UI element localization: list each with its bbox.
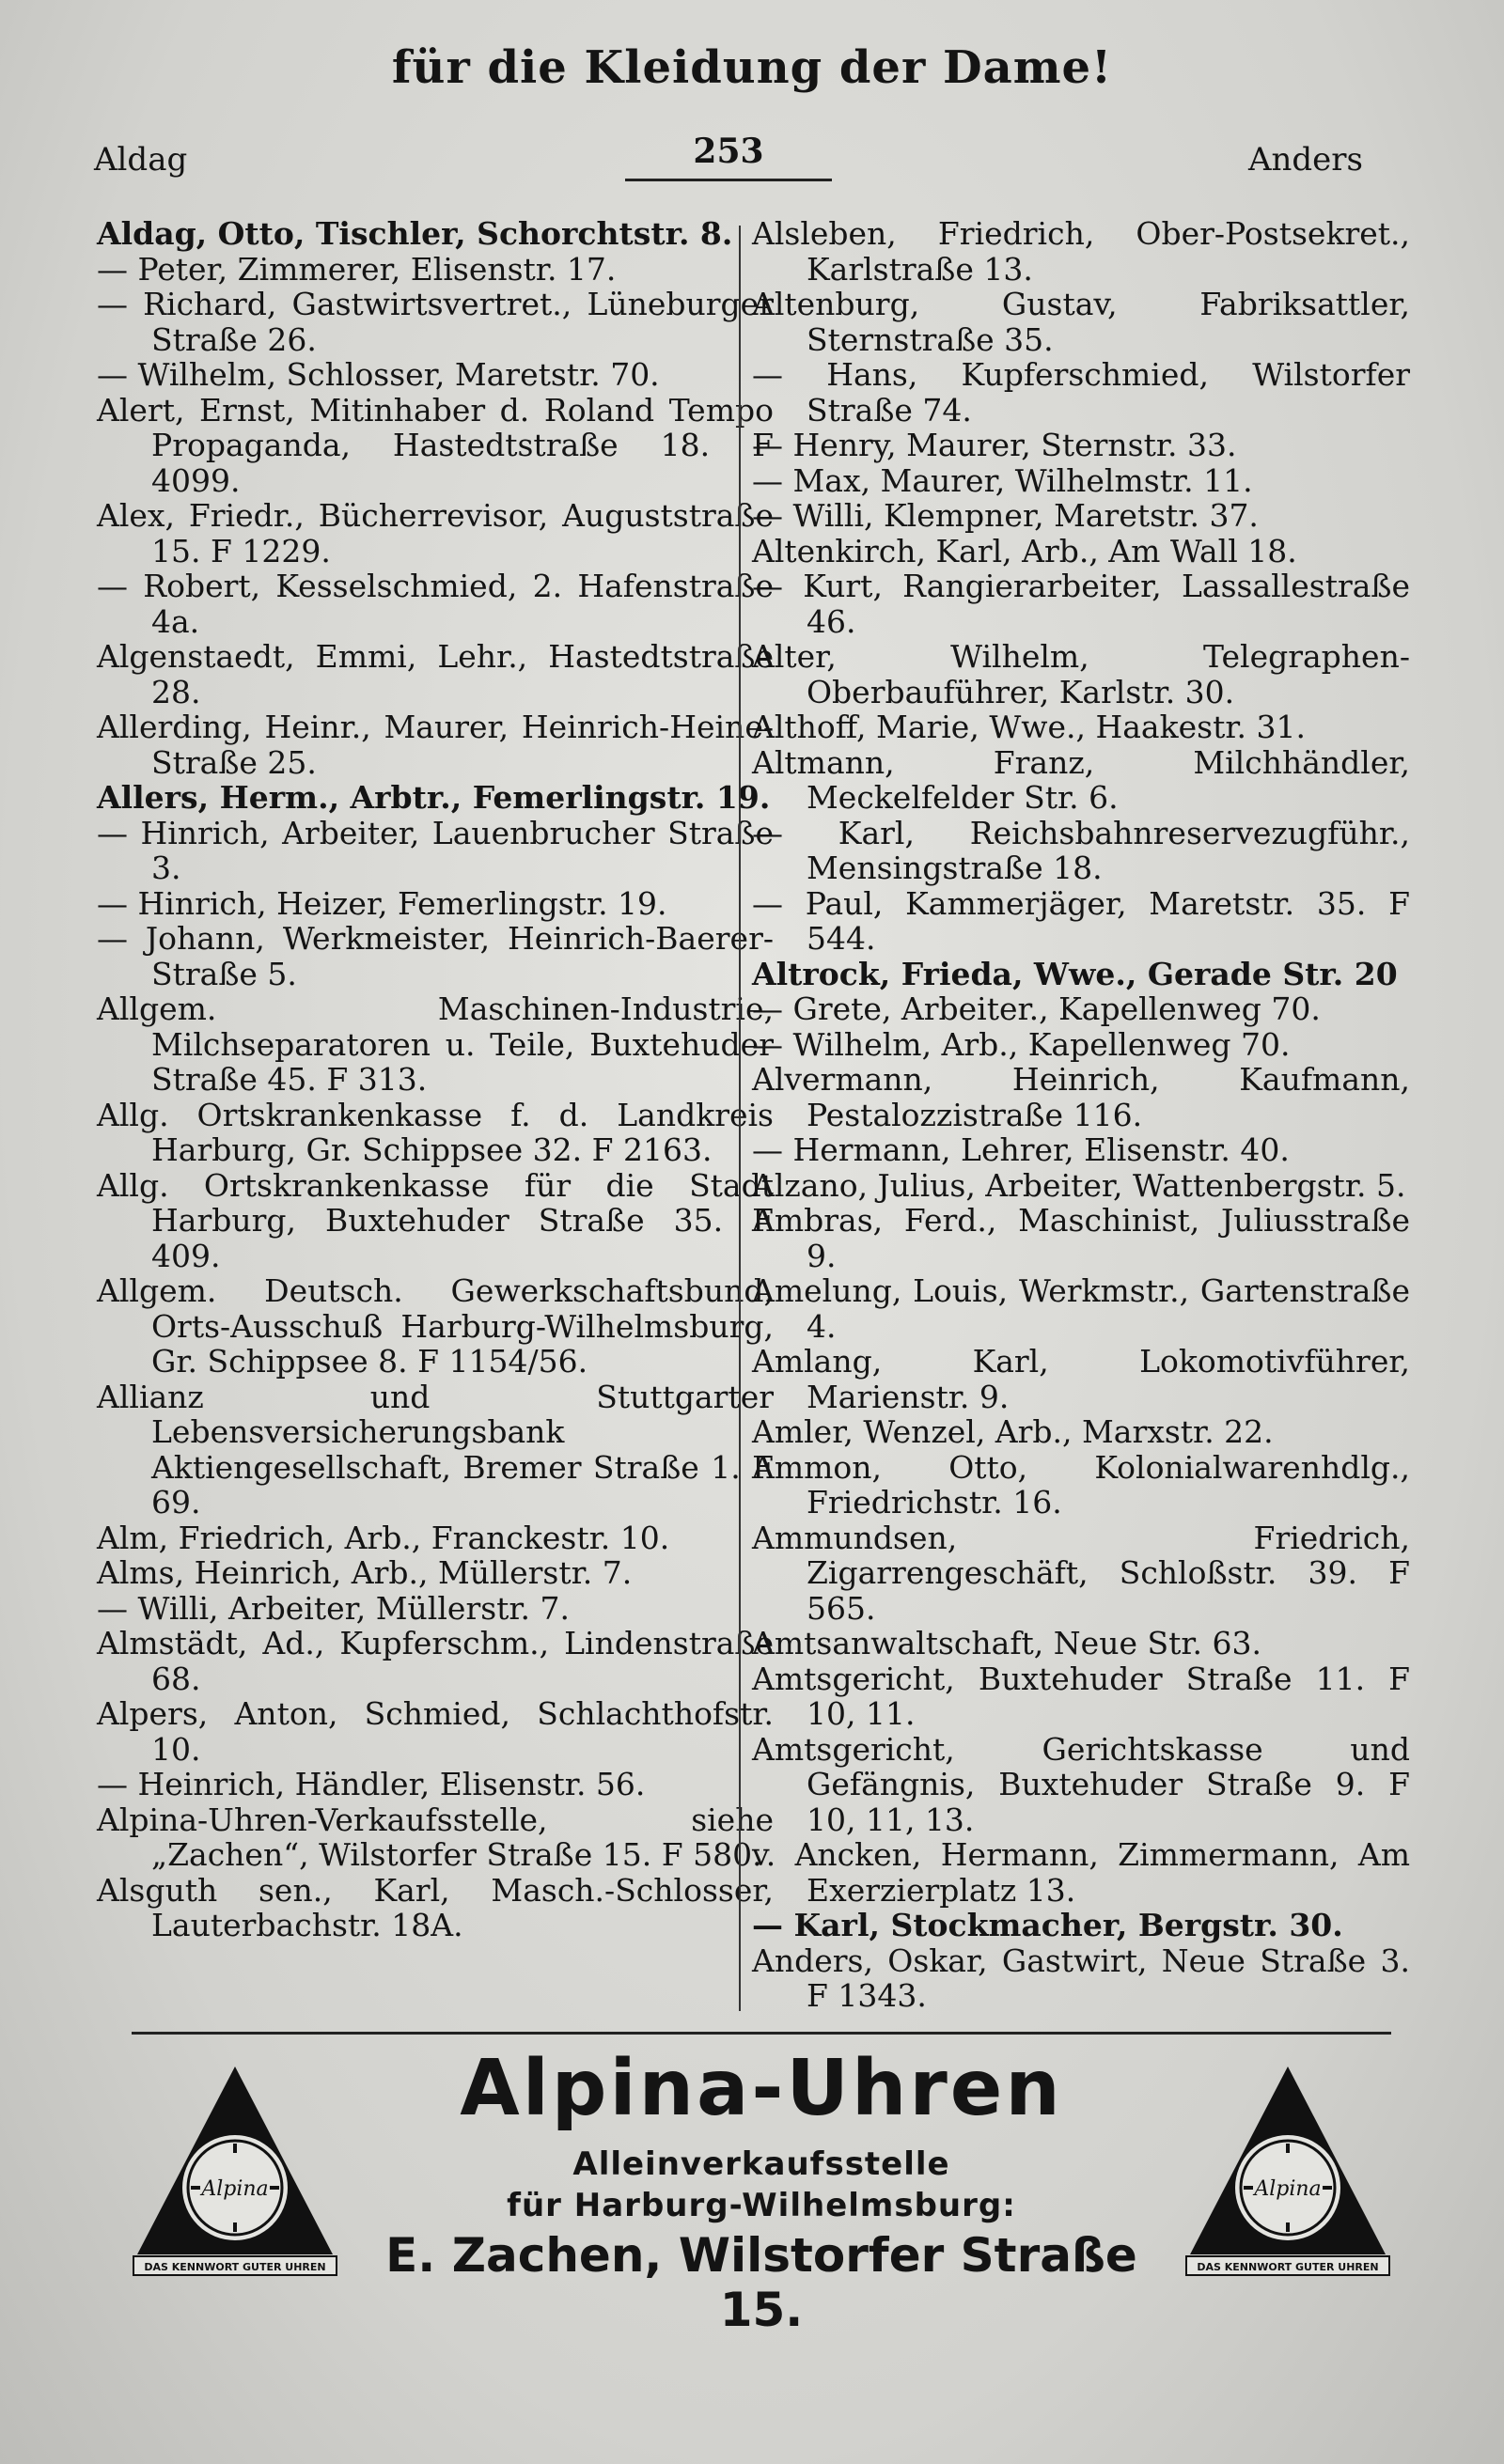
top-banner: für die Kleidung der Dame! — [391, 41, 1113, 94]
header-right-word: Anders — [1247, 141, 1363, 179]
list-item: Ammundsen, Friedrich, Zigarrengeschäft, Schloßstr. 39. F 565. — [752, 1519, 1410, 1627]
ad-line-1: Alleinverkaufsstelle — [572, 2145, 950, 2183]
advertisement-rule — [132, 2032, 1391, 2035]
list-item: — Willi, Klempner, Maretstr. 37. — [752, 497, 1259, 534]
list-item: — Peter, Zimmerer, Elisenstr. 17. — [97, 250, 617, 288]
list-item: — Wilhelm, Arb., Kapellenweg 70. — [752, 1025, 1291, 1063]
list-item: Alms, Heinrich, Arb., Müllerstr. 7. — [97, 1554, 633, 1591]
list-item: Altenkirch, Karl, Arb., Am Wall 18. — [752, 532, 1297, 569]
list-item: — Wilhelm, Schlosser, Maretstr. 70. — [97, 356, 660, 393]
logo-slogan: DAS KENNWORT GUTER UHREN — [144, 2261, 326, 2273]
list-item: Ammon, Otto, Kolonialwarenhdlg., Friedrichstr. 16. — [752, 1448, 1410, 1521]
list-item: — Kurt, Rangierarbeiter, Lassallestraße 46. — [752, 568, 1410, 640]
list-item: Allg. Ortskrankenkasse f. d. Landkreis Harburg, Gr. Schippsee 32. F 2163. — [97, 1096, 774, 1168]
list-item: v. Ancken, Hermann, Zimmermann, Am Exerzierplatz 13. — [752, 1836, 1410, 1909]
list-item: — Henry, Maurer, Sternstr. 33. — [752, 427, 1237, 463]
page-number: 253 — [693, 132, 764, 171]
column-divider — [739, 226, 741, 2011]
advertisement — [132, 2044, 1391, 2337]
triangle-clock-icon — [132, 2061, 338, 2277]
list-item: Alert, Ernst, Mitinhaber d. Roland Tempo Propaganda, Hastedtstraße 18. F 4099. — [97, 391, 774, 499]
list-item: Amlang, Karl, Lokomotivführer, Marienstr. 9. — [752, 1343, 1410, 1415]
list-item: Allerding, Heinr., Maurer, Heinrich-Heine-Straße 25. — [97, 709, 774, 781]
list-item: Ambras, Ferd., Maschinist, Juliusstraße 9. — [752, 1202, 1410, 1274]
list-item: Allgem. Maschinen-Industrie, Milchseparatoren u. Teile, Buxtehuder Straße 45. F 313. — [97, 990, 774, 1098]
left-column — [97, 216, 774, 1943]
header-left-word: Aldag — [94, 141, 188, 179]
list-item: Alter, Wilhelm, Telegraphen-Oberbauführer, Karlstr. 30. — [752, 638, 1410, 710]
list-item: Alex, Friedr., Bücherrevisor, Auguststraße 15. F 1229. — [97, 497, 774, 569]
list-item: Alsleben, Friedrich, Ober-Postsekret., Karlstraße 13. — [752, 215, 1410, 288]
logo-word: Alpina — [201, 2177, 269, 2201]
ad-line-3: E. Zachen, Wilstorfer Straße 15. — [385, 2228, 1137, 2337]
list-item: — Grete, Arbeiter., Kapellenweg 70. — [752, 990, 1321, 1027]
list-item: Allg. Ortskrankenkasse für die Stadt Harburg, Buxtehuder Straße 35. F 409. — [97, 1166, 774, 1274]
list-item: Alpers, Anton, Schmied, Schlachthofstr. 10. — [97, 1695, 774, 1768]
list-item: Allers, Herm., Arbtr., Femerlingstr. 19. — [97, 779, 771, 816]
list-item: Altenburg, Gustav, Fabriksattler, Sternstraße 35. — [752, 286, 1410, 358]
triangle-clock-icon — [1184, 2061, 1391, 2277]
list-item: — Robert, Kesselschmied, 2. Hafenstraße 4a. — [97, 568, 774, 640]
list-item: — Johann, Werkmeister, Heinrich-Baerer-Straße 5. — [97, 920, 774, 992]
list-item: — Hermann, Lehrer, Elisenstr. 40. — [752, 1131, 1290, 1168]
list-item: Amtsgericht, Gerichtskasse und Gefängnis, Buxtehuder Straße 9. F 10, 11, 13. — [752, 1730, 1410, 1838]
list-item: Amelung, Louis, Werkmstr., Gartenstraße 4. — [752, 1272, 1410, 1345]
list-item: Altmann, Franz, Milchhändler, Meckelfelder Str. 6. — [752, 743, 1410, 816]
list-item: Alm, Friedrich, Arb., Franckestr. 10. — [97, 1519, 670, 1556]
list-item: — Karl, Reichsbahnreservezugführ., Mensingstraße 18. — [752, 814, 1410, 886]
list-item: Amtsgericht, Buxtehuder Straße 11. F 10, 11. — [752, 1660, 1410, 1732]
list-item: Anders, Oskar, Gastwirt, Neue Straße 3. F 1343. — [752, 1942, 1410, 2014]
list-item: Alzano, Julius, Arbeiter, Wattenbergstr. 5. — [752, 1166, 1406, 1204]
list-item: Althoff, Marie, Wwe., Haakestr. 31. — [752, 709, 1306, 745]
list-item: Allianz und Stuttgarter Lebensversicherungsbank Aktiengesellschaft, Bremer Straße 1. F 69. — [97, 1378, 774, 1521]
list-item: Amler, Wenzel, Arb., Marxstr. 22. — [752, 1413, 1274, 1450]
list-item: Algenstaedt, Emmi, Lehr., Hastedtstraße 28. — [97, 638, 774, 710]
list-item: Alsguth sen., Karl, Masch.-Schlosser, Lauterbachstr. 18A. — [97, 1871, 774, 1943]
list-item: — Hinrich, Heizer, Femerlingstr. 19. — [97, 884, 667, 922]
alpina-logo-right — [1184, 2061, 1391, 2277]
list-item: Almstädt, Ad., Kupferschm., Lindenstraße 68. — [97, 1625, 774, 1697]
logo-slogan: DAS KENNWORT GUTER UHREN — [1197, 2261, 1379, 2273]
ad-brand: Alpina-Uhren — [460, 2044, 1063, 2133]
list-item: — Max, Maurer, Wilhelmstr. 11. — [752, 461, 1253, 499]
list-item: — Heinrich, Händler, Elisenstr. 56. — [97, 1766, 646, 1802]
list-item: — Hans, Kupferschmied, Wilstorfer Straße 74. — [752, 356, 1410, 429]
alpina-logo-left — [132, 2061, 338, 2277]
list-item: Alpina-Uhren-Verkaufsstelle, siehe „Zachen“, Wilstorfer Straße 15. F 580. — [97, 1801, 774, 1873]
list-item: Amtsanwaltschaft, Neue Str. 63. — [752, 1625, 1261, 1661]
list-item: — Richard, Gastwirtsvertret., Lüneburger Straße 26. — [97, 286, 774, 358]
ad-line-2: für Harburg-Wilhelmsburg: — [507, 2187, 1016, 2224]
list-item: Altrock, Frieda, Wwe., Gerade Str. 20 — [752, 955, 1398, 992]
right-column — [752, 216, 1410, 2014]
list-item: Aldag, Otto, Tischler, Schorchtstr. 8. — [97, 215, 733, 252]
list-item: — Paul, Kammerjäger, Maretstr. 35. F 544. — [752, 884, 1410, 957]
header-rule — [625, 179, 832, 181]
list-item: — Karl, Stockmacher, Bergstr. 30. — [752, 1907, 1343, 1943]
list-item: Alvermann, Heinrich, Kaufmann, Pestalozzistraße 116. — [752, 1061, 1410, 1133]
list-item: Allgem. Deutsch. Gewerkschaftsbund, Orts-Ausschuß Harburg-Wilhelmsburg, Gr. Schippsee 8. F 1154/56. — [97, 1272, 774, 1380]
list-item: — Willi, Arbeiter, Müllerstr. 7. — [97, 1589, 571, 1627]
list-item: — Hinrich, Arbeiter, Lauenbrucher Straße 3. — [97, 814, 774, 886]
logo-word: Alpina — [1254, 2177, 1322, 2201]
